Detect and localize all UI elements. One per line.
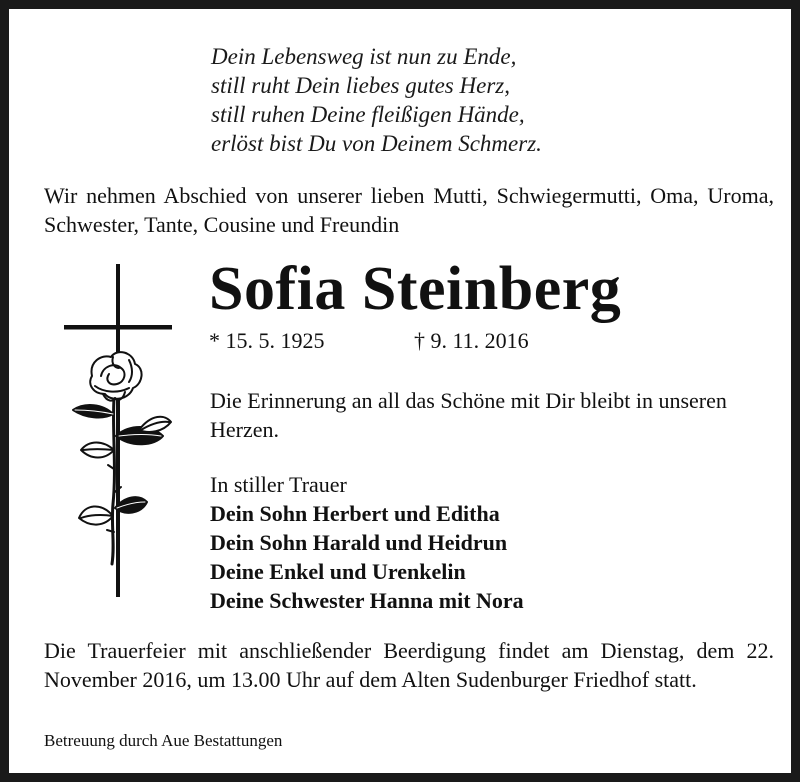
birth-date: * 15. 5. 1925 [209,328,325,353]
poem-line: still ruht Dein liebes gutes Herz, [211,73,510,98]
deceased-name: Sofia Steinberg [209,255,622,323]
mourner-line: Deine Enkel und Urenkelin [210,559,466,584]
cross-with-rose [59,264,174,599]
funeral-details: Die Trauerfeier mit anschließender Beerdigung findet am Dienstag, dem 22. November 2016, um 13.00 Uhr auf dem Alten Sudenburger Friedhof statt. [44,638,774,692]
undertaker-note: Betreuung durch Aue Bestattungen [44,731,283,750]
poem-line: Dein Lebensweg ist nun zu Ende, [211,44,517,69]
memory-text: Die Erinnerung an all das Schöne mit Dir bleibt in unseren Herzen. [210,388,727,442]
poem [211,42,542,158]
rose-icon [73,352,171,564]
farewell-intro: Wir nehmen Abschied von unserer lieben Mutti, Schwiegermutti, Oma, Uroma, Schwester, Tante, Cousine und Freundin [44,183,774,237]
poem-line: still ruhen Deine fleißigen Hände, [211,102,525,127]
mourner-line: Dein Sohn Herbert und Editha [210,501,500,526]
mourning-heading: In stiller Trauer [210,472,347,497]
mourner-line: Dein Sohn Harald und Heidrun [210,530,508,555]
mourners-block [210,470,524,615]
life-dates [209,327,529,355]
mourner-line: Deine Schwester Hanna mit Nora [210,588,524,613]
poem-line: erlöst bist Du von Deinem Schmerz. [211,131,542,156]
mourning-emblem [59,264,174,603]
death-date: † 9. 11. 2016 [414,328,529,353]
